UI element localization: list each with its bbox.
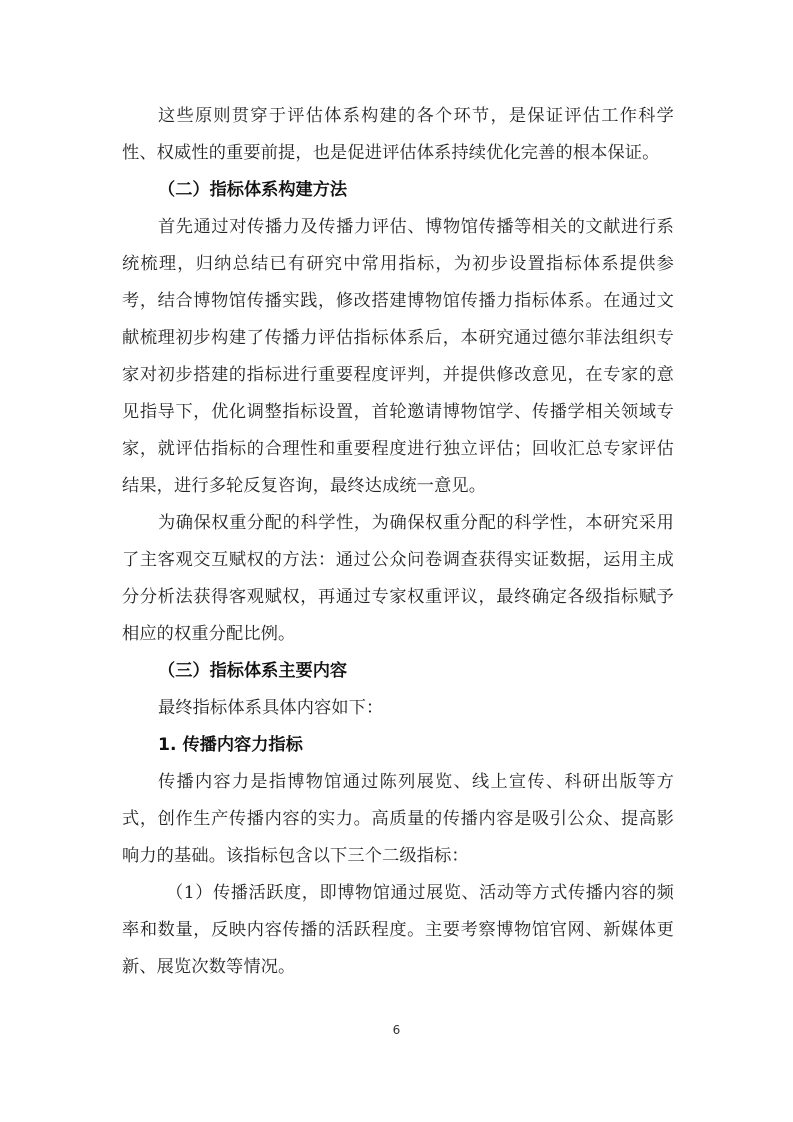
document-body	[122, 98, 674, 986]
paragraph-principles-summary: 这些原则贯穿于评估体系构建的各个环节，是保证评估工作科学性、权威性的重要前提，也是促进评估体系持续优化完善的根本保证。	[122, 106, 674, 163]
paragraph-content-intro: 最终指标体系具体内容如下：	[158, 698, 384, 718]
paragraph-delphi-method: 首先通过对传播力及传播力评估、博物馆传播等相关的文献进行系统梳理，归纳总结已有研究中常用指标，为初步设置指标体系提供参考，结合博物馆传播实践，修改搭建博物馆传播力指标体系。在通过文献梳理初步构建了传播力评估指标体系后，本研究通过德尔菲法组织专家对初步搭建的指标进行重要程度评判，并提供修改意见，在专家的意见指导下，优化调整指标设置，首轮邀请博物馆学、传播学相关领域专家，就评估指标的合理性和重要程度进行独立评估；回收汇总专家评估结果，进行多轮反复咨询，最终达成统一意见。	[122, 217, 674, 496]
paragraph-content-power-definition: 传播内容力是指博物馆通过陈列展览、线上宣传、科研出版等方式，创作生产传播内容的实力。高质量的传播内容是吸引公众、提高影响力的基础。该指标包含以下三个二级指标：	[122, 772, 674, 866]
heading-main-content: （三）指标体系主要内容	[158, 661, 348, 681]
heading-construction-method: （二）指标体系构建方法	[158, 180, 348, 200]
heading-content-power-indicator: 1. 传播内容力指标	[158, 735, 303, 755]
paragraph-activity-indicator: （1）传播活跃度，即博物馆通过展览、活动等方式传播内容的频率和数量，反映内容传播的活跃程度。主要考察博物馆官网、新媒体更新、展览次数等情况。	[122, 883, 674, 977]
page-number: 6	[392, 1023, 401, 1037]
paragraph-weighting-method: 为确保权重分配的科学性，为确保权重分配的科学性，本研究采用了主客观交互赋权的方法：通过公众问卷调查获得实证数据，运用主成分分析法获得客观赋权，再通过专家权重评议，最终确定各级指标赋予相应的权重分配比例。	[122, 513, 674, 644]
